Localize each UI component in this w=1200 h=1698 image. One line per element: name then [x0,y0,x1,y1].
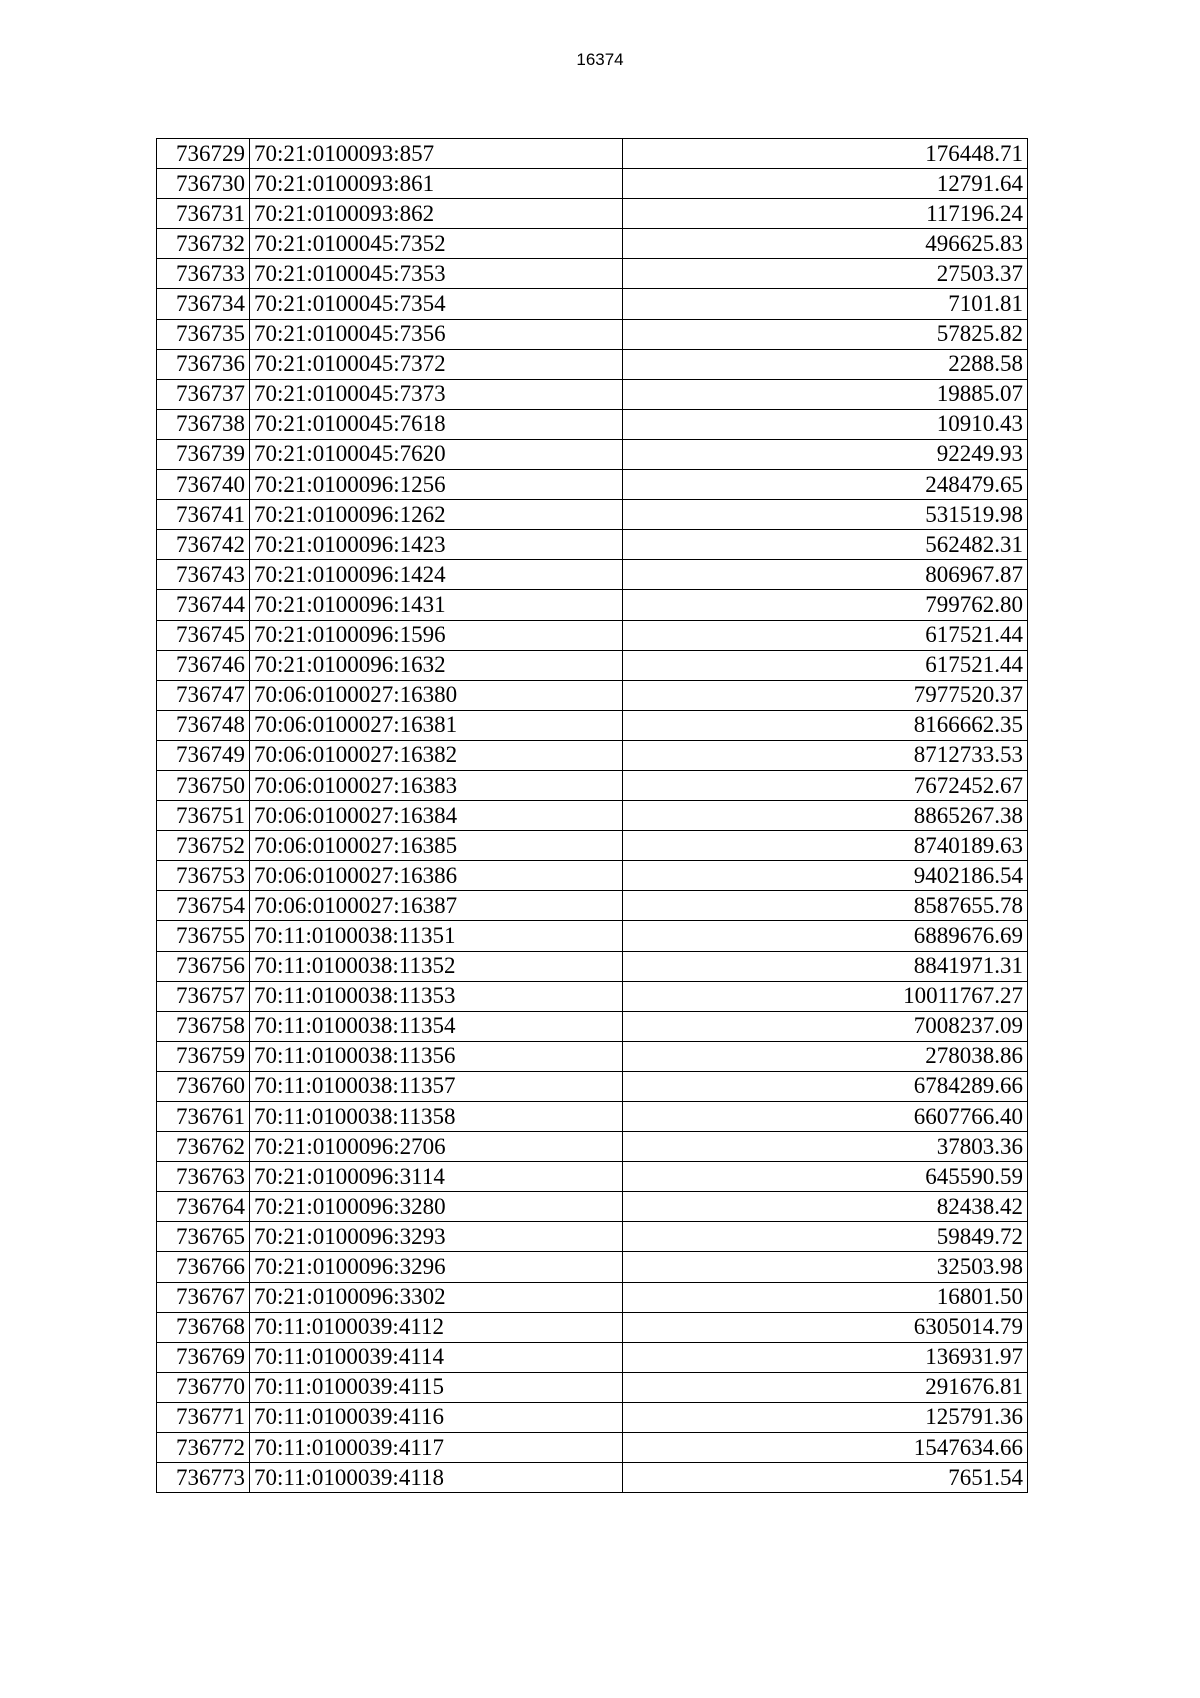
table-body [157,139,1028,1493]
row-number-cell: 736736 [157,349,250,379]
table-row [157,1342,1028,1372]
table-row [157,680,1028,710]
table-row [157,500,1028,530]
table-row [157,1402,1028,1432]
value-cell: 125791.36 [623,1402,1028,1432]
value-cell: 806967.87 [623,560,1028,590]
cadastral-number-cell: 70:21:0100093:857 [250,139,623,169]
row-number-cell: 736757 [157,981,250,1011]
cadastral-number-cell: 70:21:0100096:1431 [250,590,623,620]
table-row [157,1041,1028,1071]
row-number-cell: 736760 [157,1071,250,1101]
row-number-cell: 736771 [157,1402,250,1432]
table-row [157,710,1028,740]
cadastral-number-cell: 70:11:0100038:11353 [250,981,623,1011]
value-cell: 7977520.37 [623,680,1028,710]
table-row [157,169,1028,199]
value-cell: 57825.82 [623,319,1028,349]
cadastral-number-cell: 70:06:0100027:16381 [250,710,623,740]
table-row [157,139,1028,169]
value-cell: 117196.24 [623,199,1028,229]
row-number-cell: 736756 [157,951,250,981]
cadastral-number-cell: 70:21:0100045:7372 [250,349,623,379]
page-number: 16374 [576,50,624,69]
cadastral-number-cell: 70:11:0100038:11358 [250,1102,623,1132]
cadastral-number-cell: 70:21:0100045:7620 [250,439,623,469]
row-number-cell: 736769 [157,1342,250,1372]
value-cell: 6305014.79 [623,1312,1028,1342]
value-cell: 176448.71 [623,139,1028,169]
cadastral-number-cell: 70:21:0100096:2706 [250,1132,623,1162]
cadastral-number-cell: 70:21:0100096:1632 [250,650,623,680]
value-cell: 8712733.53 [623,740,1028,770]
value-cell: 6784289.66 [623,1071,1028,1101]
value-cell: 8587655.78 [623,891,1028,921]
value-cell: 248479.65 [623,470,1028,500]
cadastral-number-cell: 70:21:0100096:3302 [250,1282,623,1312]
cadastral-number-cell: 70:06:0100027:16380 [250,680,623,710]
table-row [157,891,1028,921]
table-row [157,560,1028,590]
row-number-cell: 736732 [157,229,250,259]
cadastral-number-cell: 70:21:0100096:3296 [250,1252,623,1282]
row-number-cell: 736764 [157,1192,250,1222]
row-number-cell: 736754 [157,891,250,921]
cadastral-number-cell: 70:11:0100039:4118 [250,1463,623,1493]
table-row [157,1132,1028,1162]
value-cell: 8740189.63 [623,831,1028,861]
cadastral-number-cell: 70:06:0100027:16383 [250,770,623,800]
table-row [157,770,1028,800]
table-row [157,349,1028,379]
row-number-cell: 736753 [157,861,250,891]
cadastral-number-cell: 70:11:0100038:11356 [250,1041,623,1071]
table-row [157,831,1028,861]
value-cell: 32503.98 [623,1252,1028,1282]
value-cell: 59849.72 [623,1222,1028,1252]
cadastral-number-cell: 70:11:0100039:4117 [250,1433,623,1463]
table-row [157,409,1028,439]
row-number-cell: 736737 [157,379,250,409]
cadastral-number-cell: 70:21:0100096:3293 [250,1222,623,1252]
row-number-cell: 736770 [157,1372,250,1402]
value-cell: 8865267.38 [623,801,1028,831]
table-row [157,1282,1028,1312]
cadastral-number-cell: 70:11:0100039:4116 [250,1402,623,1432]
row-number-cell: 736758 [157,1011,250,1041]
table-row [157,289,1028,319]
cadastral-number-cell: 70:11:0100039:4115 [250,1372,623,1402]
value-cell: 617521.44 [623,650,1028,680]
cadastral-number-cell: 70:11:0100039:4114 [250,1342,623,1372]
table-row [157,740,1028,770]
table-row [157,951,1028,981]
row-number-cell: 736752 [157,831,250,861]
value-cell: 12791.64 [623,169,1028,199]
value-cell: 8166662.35 [623,710,1028,740]
row-number-cell: 736743 [157,560,250,590]
table-row [157,530,1028,560]
value-cell: 9402186.54 [623,861,1028,891]
value-cell: 37803.36 [623,1132,1028,1162]
value-cell: 27503.37 [623,259,1028,289]
row-number-cell: 736748 [157,710,250,740]
value-cell: 10011767.27 [623,981,1028,1011]
cadastral-number-cell: 70:21:0100096:3114 [250,1162,623,1192]
value-cell: 16801.50 [623,1282,1028,1312]
cadastral-number-cell: 70:06:0100027:16385 [250,831,623,861]
row-number-cell: 736751 [157,801,250,831]
table-row [157,1162,1028,1192]
row-number-cell: 736773 [157,1463,250,1493]
table-row [157,650,1028,680]
table-row [157,1463,1028,1493]
table-row [157,981,1028,1011]
value-cell: 6889676.69 [623,921,1028,951]
value-cell: 562482.31 [623,530,1028,560]
value-cell: 278038.86 [623,1041,1028,1071]
cadastral-number-cell: 70:11:0100038:11352 [250,951,623,981]
value-cell: 8841971.31 [623,951,1028,981]
row-number-cell: 736766 [157,1252,250,1282]
value-cell: 496625.83 [623,229,1028,259]
table-row [157,1372,1028,1402]
value-cell: 10910.43 [623,409,1028,439]
table-row [157,620,1028,650]
row-number-cell: 736740 [157,470,250,500]
row-number-cell: 736762 [157,1132,250,1162]
value-cell: 92249.93 [623,439,1028,469]
row-number-cell: 736761 [157,1102,250,1132]
cadastral-number-cell: 70:21:0100096:1256 [250,470,623,500]
table-row [157,861,1028,891]
row-number-cell: 736745 [157,620,250,650]
table-row [157,801,1028,831]
table-row [157,1011,1028,1041]
row-number-cell: 736749 [157,740,250,770]
table-row [157,199,1028,229]
row-number-cell: 736744 [157,590,250,620]
row-number-cell: 736763 [157,1162,250,1192]
value-cell: 799762.80 [623,590,1028,620]
value-cell: 7651.54 [623,1463,1028,1493]
cadastral-number-cell: 70:21:0100045:7353 [250,259,623,289]
value-cell: 617521.44 [623,620,1028,650]
cadastral-number-cell: 70:06:0100027:16384 [250,801,623,831]
row-number-cell: 736746 [157,650,250,680]
cadastral-number-cell: 70:21:0100045:7354 [250,289,623,319]
row-number-cell: 736768 [157,1312,250,1342]
row-number-cell: 736742 [157,530,250,560]
cadastral-number-cell: 70:11:0100038:11357 [250,1071,623,1101]
value-cell: 531519.98 [623,500,1028,530]
row-number-cell: 736765 [157,1222,250,1252]
cadastral-number-cell: 70:06:0100027:16386 [250,861,623,891]
row-number-cell: 736739 [157,439,250,469]
value-cell: 7101.81 [623,289,1028,319]
row-number-cell: 736747 [157,680,250,710]
row-number-cell: 736731 [157,199,250,229]
cadastral-number-cell: 70:11:0100038:11354 [250,1011,623,1041]
cadastral-number-cell: 70:21:0100093:861 [250,169,623,199]
cadastral-number-cell: 70:11:0100039:4112 [250,1312,623,1342]
row-number-cell: 736733 [157,259,250,289]
table-row [157,470,1028,500]
row-number-cell: 736750 [157,770,250,800]
table-row [157,1102,1028,1132]
value-cell: 645590.59 [623,1162,1028,1192]
value-cell: 1547634.66 [623,1433,1028,1463]
cadastral-number-cell: 70:21:0100045:7352 [250,229,623,259]
cadastral-number-cell: 70:06:0100027:16387 [250,891,623,921]
value-cell: 2288.58 [623,349,1028,379]
table-row [157,259,1028,289]
table-row [157,439,1028,469]
table-row [157,1433,1028,1463]
table-row [157,590,1028,620]
table-row [157,1312,1028,1342]
table-row [157,379,1028,409]
row-number-cell: 736767 [157,1282,250,1312]
table-row [157,921,1028,951]
cadastral-number-cell: 70:21:0100096:1262 [250,500,623,530]
cadastral-number-cell: 70:21:0100096:1424 [250,560,623,590]
row-number-cell: 736772 [157,1433,250,1463]
value-cell: 19885.07 [623,379,1028,409]
cadastral-number-cell: 70:21:0100093:862 [250,199,623,229]
row-number-cell: 736755 [157,921,250,951]
value-cell: 7672452.67 [623,770,1028,800]
cadastral-number-cell: 70:21:0100045:7356 [250,319,623,349]
row-number-cell: 736759 [157,1041,250,1071]
cadastral-number-cell: 70:11:0100038:11351 [250,921,623,951]
cadastral-number-cell: 70:21:0100096:3280 [250,1192,623,1222]
table-row [157,1192,1028,1222]
table-row [157,1252,1028,1282]
value-cell: 291676.81 [623,1372,1028,1402]
table-row [157,229,1028,259]
value-cell: 7008237.09 [623,1011,1028,1041]
value-cell: 82438.42 [623,1192,1028,1222]
row-number-cell: 736734 [157,289,250,319]
cadastral-number-cell: 70:21:0100096:1423 [250,530,623,560]
row-number-cell: 736735 [157,319,250,349]
cadastral-number-cell: 70:21:0100096:1596 [250,620,623,650]
table-row [157,1071,1028,1101]
value-cell: 136931.97 [623,1342,1028,1372]
table-row [157,319,1028,349]
row-number-cell: 736741 [157,500,250,530]
row-number-cell: 736738 [157,409,250,439]
cadastral-number-cell: 70:06:0100027:16382 [250,740,623,770]
cadastral-number-cell: 70:21:0100045:7373 [250,379,623,409]
cadastral-number-cell: 70:21:0100045:7618 [250,409,623,439]
cadastral-value-table [156,138,1028,1493]
table-row [157,1222,1028,1252]
value-cell: 6607766.40 [623,1102,1028,1132]
row-number-cell: 736729 [157,139,250,169]
row-number-cell: 736730 [157,169,250,199]
